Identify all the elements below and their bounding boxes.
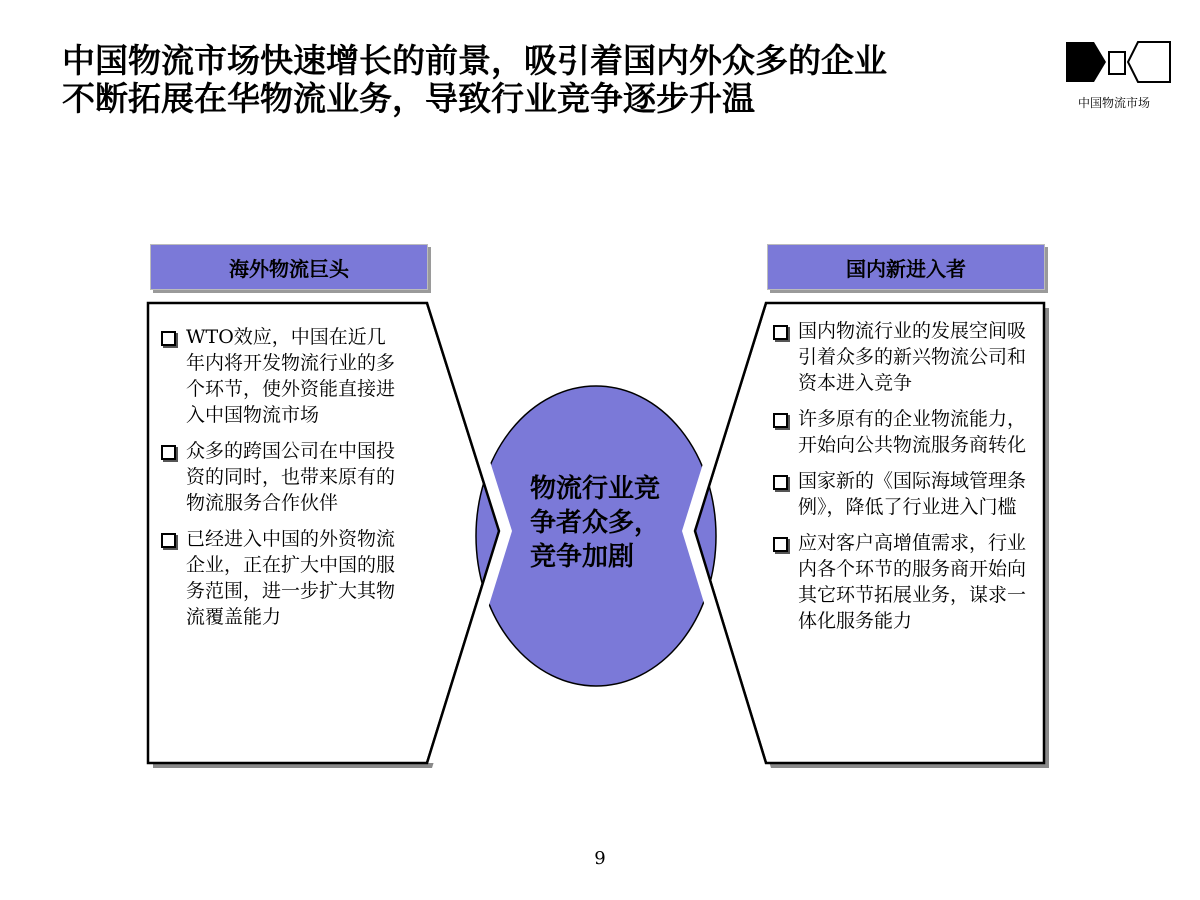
list-item-text: 应对客户高增值需求，行业内各个环节的服务商开始向其它环节拓展业务，谋求一体化服务能力 — [798, 532, 1027, 632]
right-panel-header-label: 国内新进入者 — [846, 256, 966, 281]
center-label: 物流行业竞争者众多，竞争加剧 — [530, 474, 661, 572]
right-panel-header — [767, 244, 1045, 290]
right-panel-list — [772, 318, 1034, 644]
checkbox-icon — [773, 325, 788, 340]
checkbox-icon — [161, 445, 176, 460]
list-item-text: 已经进入中国的外资物流企业，正在扩大中国的服务范围，进一步扩大其物流覆盖能力 — [186, 528, 396, 628]
page-number: 9 — [594, 848, 606, 869]
list-item — [772, 318, 1034, 396]
list-item — [772, 468, 1034, 520]
list-item — [772, 406, 1034, 458]
list-item-text: WTO效应，中国在近几年内将开发物流行业的多个环节，使外资能直接进入中国物流市场 — [186, 326, 396, 426]
page-title-line-2: 不断拓展在华物流业务，导致行业竞争逐步升温 — [62, 79, 755, 118]
left-panel-header-label: 海外物流巨头 — [229, 256, 349, 281]
logo-text: 中国物流市场 — [1077, 96, 1150, 110]
list-item-text: 国内物流行业的发展空间吸引着众多的新兴物流公司和资本进入竞争 — [798, 320, 1027, 394]
checkbox-icon — [773, 475, 788, 490]
list-item — [772, 530, 1034, 634]
list-item-text: 国家新的《国际海域管理条例》，降低了行业进入门槛 — [798, 470, 1027, 518]
list-item — [160, 324, 404, 428]
list-item-text: 众多的跨国公司在中国投资的同时，也带来原有的物流服务合作伙伴 — [186, 440, 396, 514]
checkbox-icon — [773, 537, 788, 552]
checkbox-icon — [773, 413, 788, 428]
left-panel-list — [160, 324, 404, 640]
left-panel-header — [150, 244, 428, 290]
list-item — [160, 526, 404, 630]
checkbox-icon — [161, 533, 176, 548]
list-item-text: 许多原有的企业物流能力，开始向公共物流服务商转化 — [798, 408, 1027, 456]
list-item — [160, 438, 404, 516]
page-title-line-1: 中国物流市场快速增长的前景，吸引着国内外众多的企业 — [62, 41, 887, 80]
checkbox-icon — [161, 331, 176, 346]
